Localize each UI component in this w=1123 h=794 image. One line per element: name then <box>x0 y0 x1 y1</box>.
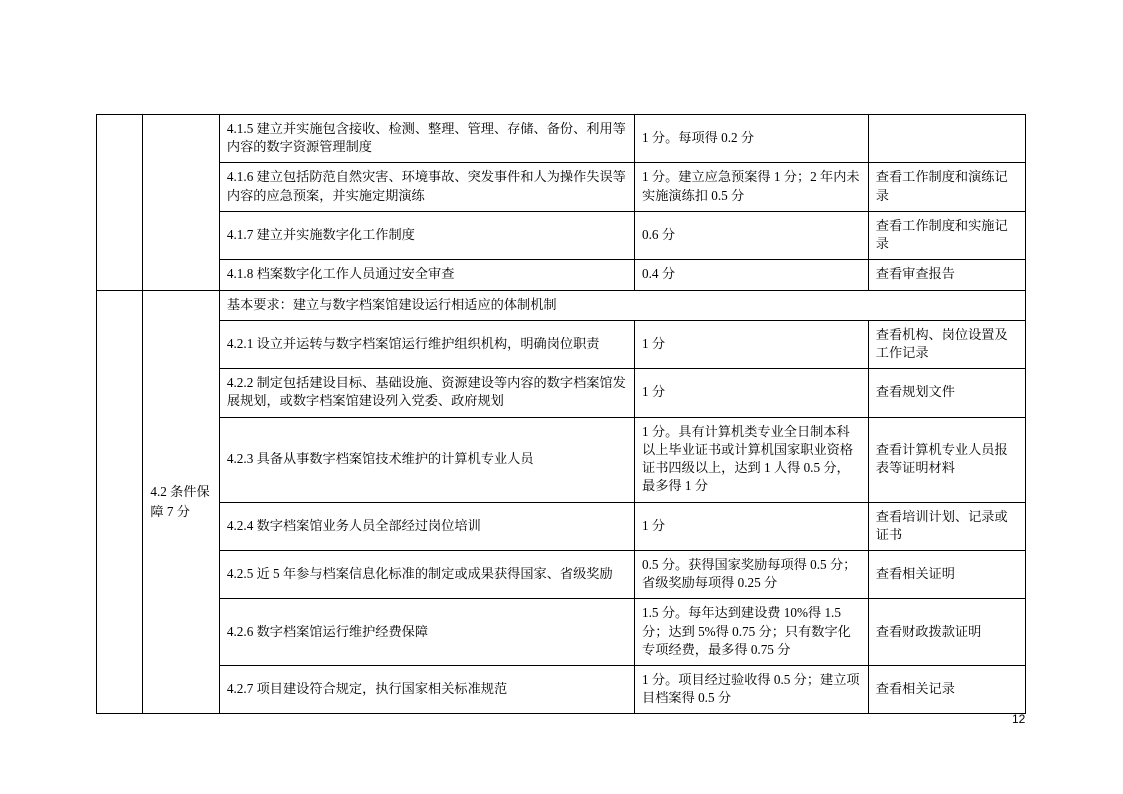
table-row <box>97 320 1026 368</box>
criteria-check: 查看培训计划、记录或证书 <box>868 502 1025 550</box>
table-row <box>97 417 1026 502</box>
criteria-score: 0.4 分 <box>635 260 869 290</box>
criteria-score: 1 分。每项得 0.2 分 <box>635 115 869 163</box>
criteria-item: 4.2.3 具备从事数字档案馆技术维护的计算机专业人员 <box>219 417 634 502</box>
criteria-item: 4.2.7 项目建设符合规定，执行国家相关标准规范 <box>219 666 634 714</box>
group-label-cell-top <box>143 115 220 291</box>
criteria-score: 1 分。建立应急预案得 1 分；2 年内未实施演练扣 0.5 分 <box>635 163 869 211</box>
outer-spine-cell-top <box>97 115 143 291</box>
page-number: 12 <box>1012 712 1026 726</box>
table-row <box>97 211 1026 259</box>
table-row <box>97 369 1026 417</box>
criteria-check: 查看规划文件 <box>868 369 1025 417</box>
table-row <box>97 163 1026 211</box>
criteria-item: 4.2.6 数字档案馆运行维护经费保障 <box>219 599 634 666</box>
criteria-score: 1 分 <box>635 320 869 368</box>
evaluation-criteria-table <box>96 114 1026 714</box>
criteria-check: 查看机构、岗位设置及工作记录 <box>868 320 1025 368</box>
criteria-score: 0.6 分 <box>635 211 869 259</box>
criteria-check: 查看计算机专业人员报表等证明材料 <box>868 417 1025 502</box>
criteria-check: 查看工作制度和实施记录 <box>868 211 1025 259</box>
table-row <box>97 115 1026 163</box>
criteria-item: 4.1.8 档案数字化工作人员通过安全审查 <box>219 260 634 290</box>
criteria-item: 4.2.5 近 5 年参与档案信息化标准的制定或成果获得国家、省级奖励 <box>219 550 634 598</box>
criteria-check: 查看相关记录 <box>868 666 1025 714</box>
criteria-item: 4.1.6 建立包括防范自然灾害、环境事故、突发事件和人为操作失误等内容的应急预案，并实施定期演练 <box>219 163 634 211</box>
criteria-item: 4.2.4 数字档案馆业务人员全部经过岗位培训 <box>219 502 634 550</box>
table-row <box>97 599 1026 666</box>
table-row <box>97 502 1026 550</box>
criteria-check: 查看财政拨款证明 <box>868 599 1025 666</box>
table-row-basic-requirement <box>97 290 1026 320</box>
criteria-check: 查看工作制度和演练记录 <box>868 163 1025 211</box>
criteria-item: 4.2.1 设立并运转与数字档案馆运行维护组织机构，明确岗位职责 <box>219 320 634 368</box>
criteria-item: 4.2.2 制定包括建设目标、基础设施、资源建设等内容的数字档案馆发展规划，或数字档案馆建设列入党委、政府规划 <box>219 369 634 417</box>
criteria-check: 查看审查报告 <box>868 260 1025 290</box>
criteria-check <box>868 115 1025 163</box>
criteria-score: 1 分。具有计算机类专业全日制本科以上毕业证书或计算机国家职业资格证书四级以上，达到 1 人得 0.5 分，最多得 1 分 <box>635 417 869 502</box>
criteria-item: 4.1.5 建立并实施包含接收、检测、整理、管理、存储、备份、利用等内容的数字资源管理制度 <box>219 115 634 163</box>
table-row <box>97 666 1026 714</box>
group-label-4-2: 4.2 条件保障 7 分 <box>150 483 210 519</box>
table-row <box>97 260 1026 290</box>
table-row <box>97 550 1026 598</box>
outer-spine-cell-bottom <box>97 290 143 714</box>
basic-requirement-cell: 基本要求：建立与数字档案馆建设运行相适应的体制机制 <box>219 290 1025 320</box>
criteria-check: 查看相关证明 <box>868 550 1025 598</box>
criteria-score: 1 分。项目经过验收得 0.5 分；建立项目档案得 0.5 分 <box>635 666 869 714</box>
criteria-score: 1.5 分。每年达到建设费 10%得 1.5 分；达到 5%得 0.75 分；只有数字化专项经费，最多得 0.75 分 <box>635 599 869 666</box>
criteria-score: 0.5 分。获得国家奖励每项得 0.5 分；省级奖励每项得 0.25 分 <box>635 550 869 598</box>
criteria-score: 1 分 <box>635 369 869 417</box>
group-label-cell-4-2 <box>143 290 220 714</box>
criteria-item: 4.1.7 建立并实施数字化工作制度 <box>219 211 634 259</box>
criteria-score: 1 分 <box>635 502 869 550</box>
